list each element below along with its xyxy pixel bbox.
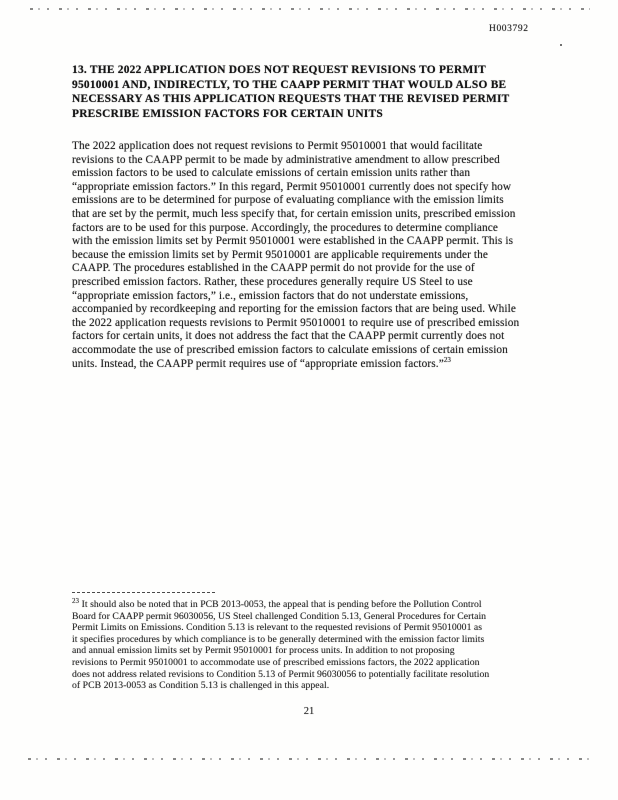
footnote-line: of PCB 2013-0053 as Condition 5.13 is challenged in this appeal.	[72, 680, 330, 692]
body-line: “appropriate emission factors,” i.e., emission factors that do not understate emissions,	[72, 289, 469, 302]
footnote-line-text: It should also be noted that in PCB 2013-0053, the appeal that is pending before the Pollution Control	[81, 599, 482, 610]
body-line: revisions to the CAAPP permit to be made by administrative amendment to allow prescribed	[72, 153, 500, 166]
footnote-line: revisions to Permit 95010001 to accommodate use of prescribed emissions factors, the 2022 application	[72, 656, 480, 668]
footnote-line: and annual emission limits set by Permit 95010001 for process units. In addition to not proposing	[72, 645, 455, 657]
heading-line: 13. THE 2022 APPLICATION DOES NOT REQUEST REVISIONS TO PERMIT	[72, 64, 487, 76]
footnote-line: does not address related revisions to Condition 5.13 of Permit 96030056 to potentially facilitate resolution	[72, 668, 490, 680]
heading-line: 95010001 AND, INDIRECTLY, TO THE CAAPP PERMIT THAT WOULD ALSO BE	[72, 78, 507, 91]
body-line: emissions are to be determined for purpose of evaluating compliance with the emission limits	[72, 194, 504, 207]
body-line: accommodate the use of prescribed emission factors to calculate emissions of certain emission	[72, 343, 508, 356]
footnote-line: Board for CAAPP permit 96030056, US Steel challenged Condition 5.13, General Procedures for Certain	[72, 610, 487, 622]
footnote-line	[72, 596, 568, 611]
body-line: CAAPP. The procedures established in the CAAPP permit do not provide for the use of	[72, 262, 475, 275]
scan-speck	[560, 44, 562, 46]
body-line: prescribed emission factors. Rather, these procedures generally require US Steel to use	[72, 275, 473, 288]
footnote-reference: 23	[443, 355, 452, 364]
body-line	[72, 355, 564, 372]
scan-artifact-top-rule	[30, 8, 590, 10]
body-line: accompanied by recordkeeping and reporting for the emission factors that are being used. While	[72, 303, 516, 316]
body-line: with the emission limits set by Permit 95010001 were established in the CAAPP permit. This is	[72, 235, 514, 248]
body-line: “appropriate emission factors.” In this regard, Permit 95010001 currently does not specify how	[72, 180, 512, 193]
footnote-marker: 23	[72, 596, 80, 605]
footnote-block	[72, 596, 568, 692]
body-line: factors for certain units, it does not address the fact that the CAAPP permit currently does not	[72, 330, 505, 343]
body-paragraph	[72, 140, 564, 371]
footnote-line: Permit Limits on Emissions. Condition 5.13 is relevant to the requested revisions of Permit 95010001 as	[72, 622, 483, 634]
body-line: emission factors to be used to calculate emissions of certain emission units rather than	[72, 167, 471, 180]
heading-line: NECESSARY AS THIS APPLICATION REQUESTS THAT THE REVISED PERMIT	[72, 93, 510, 106]
body-line: because the emission limits set by Permit 95010001 are applicable requirements under the	[72, 248, 489, 261]
scan-artifact-bottom-rule	[28, 758, 594, 760]
body-line: factors are to be used for this purpose. Accordingly, the procedures to determine compliance	[72, 221, 498, 234]
section-heading	[72, 63, 560, 121]
footnote-line: it specifies procedures by which compliance is to be generally determined with the emission factor limits	[72, 633, 485, 645]
page-number: 21	[303, 706, 315, 717]
footnote-separator-rule	[72, 592, 215, 593]
body-line: The 2022 application does not request revisions to Permit 95010001 that would facilitate	[72, 140, 483, 152]
body-line-text: units. Instead, the CAAPP permit requires use of “appropriate emission factors.”	[72, 357, 444, 370]
bates-stamp-number: H003792	[489, 24, 529, 34]
body-line: that are set by the permit, much less specify that, for certain emission units, prescribed emission	[72, 207, 516, 220]
heading-line: PRESCRIBE EMISSION FACTORS FOR CERTAIN UNITS	[72, 107, 383, 120]
body-line: the 2022 application requests revisions to Permit 95010001 to require use of prescribed emission	[72, 316, 520, 329]
